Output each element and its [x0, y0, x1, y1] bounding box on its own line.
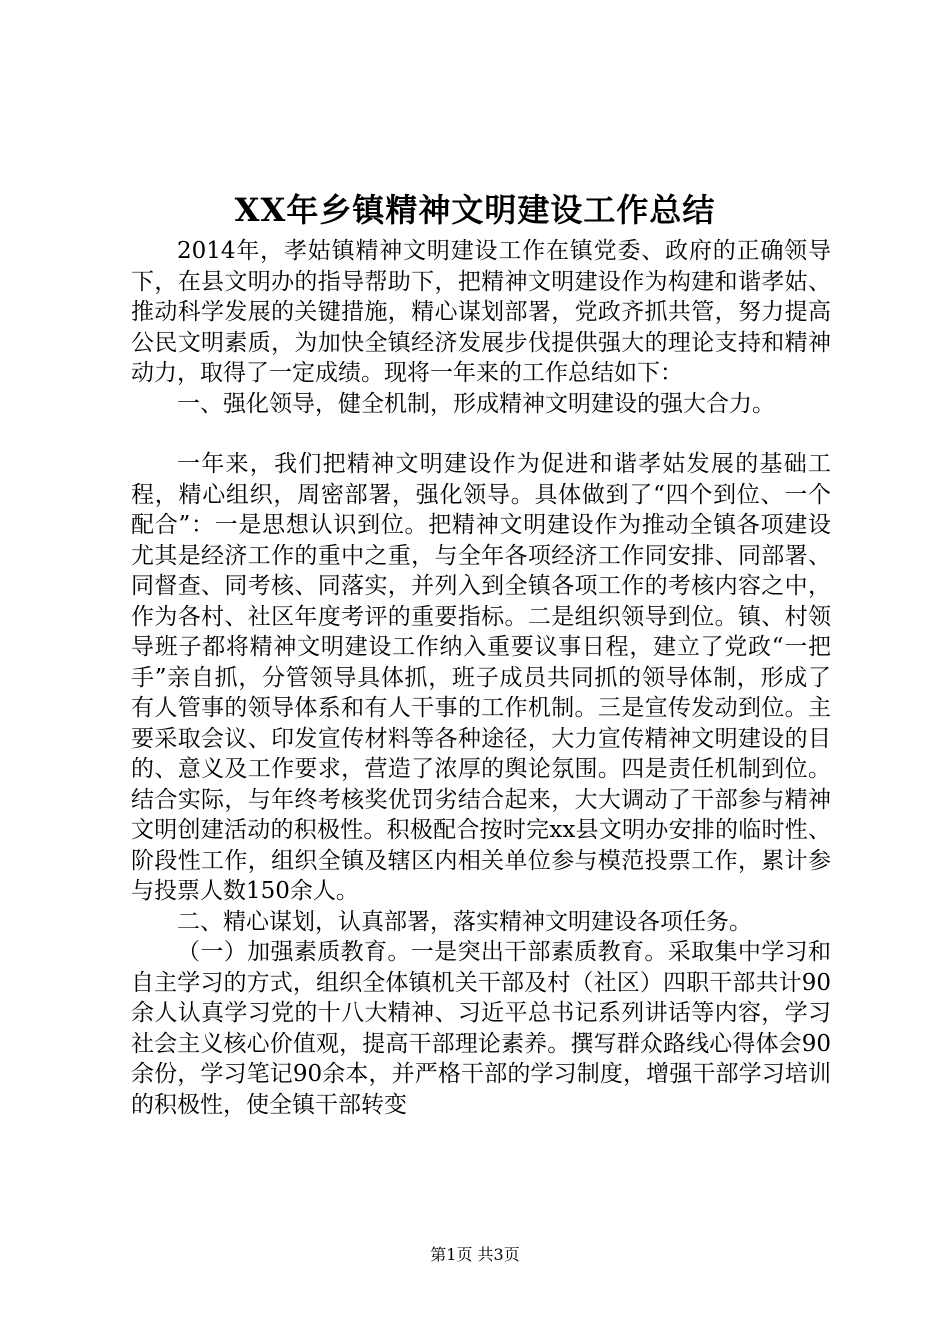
section-heading-2: 二、精心谋划，认真部署，落实精神文明建设各项任务。	[177, 908, 752, 935]
section-heading-1: 一、强化领导，健全机制，形成精神文明建设的强大合力。	[177, 390, 775, 417]
page-number-footer: 第1页 共3页	[430, 1245, 520, 1264]
document-title: XX年乡镇精神文明建设工作总结	[234, 191, 716, 229]
subsection-1-paragraph: （一）加强素质教育。一是突出干部素质教育。采取集中学习和自主学习的方式，组织全体镇机关干部及村（社区）四职干部共计90余人认真学习党的十八大精神、习近平总书记系列讲话等内容，学习社会主义核心价值观，提高干部理论素养。撰写群众路线心得体会90余份，学习笔记90余本，并严格干部的学习制度，增强干部学习培训的积极性，使全镇干部转变	[131, 939, 831, 1118]
intro-paragraph: 2014年，孝姑镇精神文明建设工作在镇党委、政府的正确领导下，在县文明办的指导帮助下，把精神文明建设作为构建和谐孝姑、推动科学发展的关键措施，精心谋划部署，党政齐抓共管，努力提高公民文明素质，为加快全镇经济发展步伐提供强大的理论支持和精神动力，取得了一定成绩。现将一年来的工作总结如下：	[131, 238, 831, 386]
section-1-paragraph: 一年来，我们把精神文明建设作为促进和谐孝姑发展的基础工程，精心组织，周密部署，强化领导。具体做到了“四个到位、一个配合”：一是思想认识到位。把精神文明建设作为推动全镇各项建设尤其是经济工作的重中之重，与全年各项经济工作同安排、同部署、同督查、同考核、同落实，并列入到全镇各项工作的考核内容之中，作为各村、社区年度考评的重要指标。二是组织领导到位。镇、村领导班子都将精神文明建设工作纳入重要议事日程，建立了党政“一把手”亲自抓，分管领导具体抓，班子成员共同抓的领导体制，形成了有人管事的领导体系和有人干事的工作机制。三是宣传发动到位。主要采取会议、印发宣传材料等各种途径，大力宣传精神文明建设的目的、意义及工作要求，营造了浓厚的舆论氛围。四是责任机制到位。结合实际，与年终考核奖优罚劣结合起来，大大调动了干部参与精神文明创建活动的积极性。积极配合按时完xx县文明办安排的临时性、阶段性工作，组织全镇及辖区内相关单位参与模范投票工作，累计参与投票人数150余人。	[131, 451, 831, 904]
document-body	[131, 236, 831, 1120]
